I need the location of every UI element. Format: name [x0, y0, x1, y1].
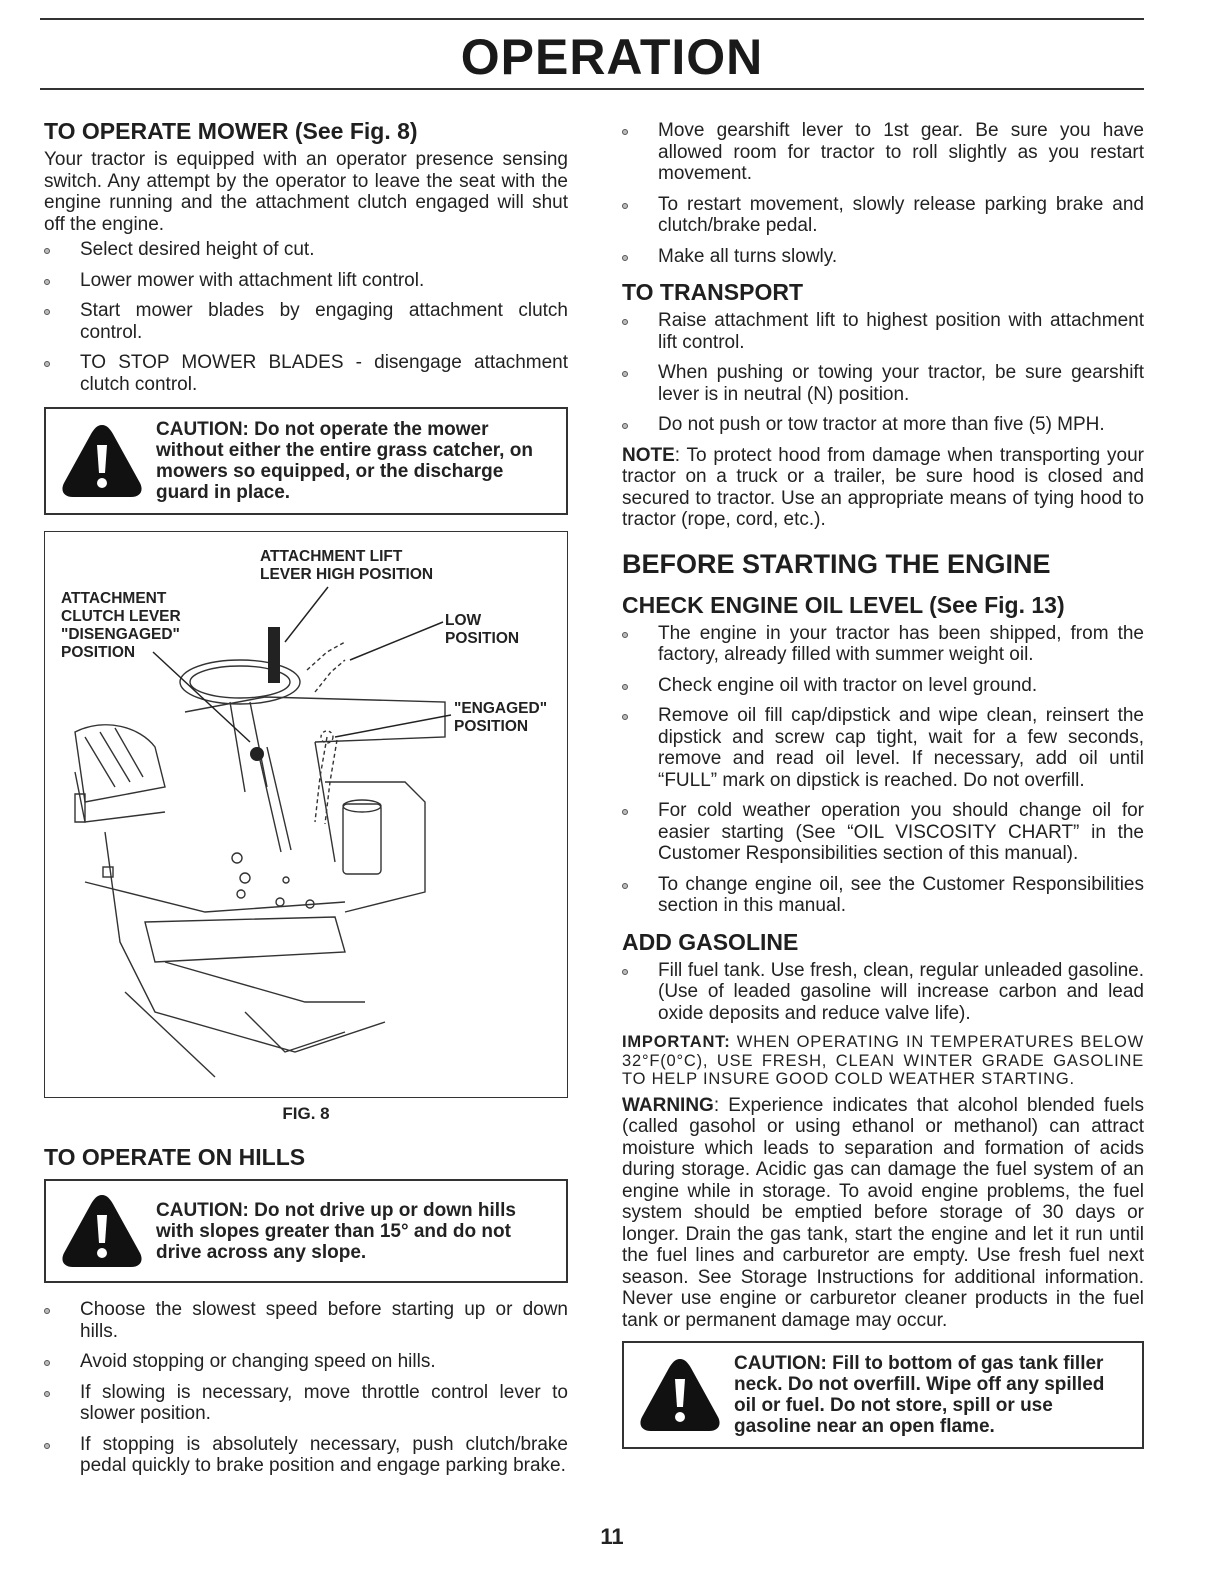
list-item: Select desired height of cut.	[44, 239, 568, 261]
warning-triangle-icon	[60, 421, 144, 501]
list-item: Avoid stopping or changing speed on hills.	[44, 1351, 568, 1373]
important-note: IMPORTANT: WHEN OPERATING IN TEMPERATURES BELOW 32°F(0°C), USE FRESH, CLEAN WINTER GRADE GASOLINE TO HELP INSURE GOOD COLD WEATHER STARTING.	[622, 1033, 1144, 1088]
caution-text: CAUTION: Do not drive up or down hills with slopes greater than 15° and do not drive across any slope.	[156, 1199, 516, 1263]
mower-caution-box	[44, 407, 568, 515]
bullet-icon	[44, 1308, 50, 1314]
list-item: Lower mower with attachment lift control.	[44, 270, 568, 292]
warning-triangle-icon	[638, 1355, 722, 1435]
list-item: Remove oil fill cap/dipstick and wipe clean, reinsert the dipstick and screw cap tight, wait for a few seconds, remove and read oil level. If necessary, add oil until “FULL” mark on dipstick is reached. Do not overfill.	[622, 705, 1144, 791]
list-item: TO STOP MOWER BLADES - disengage attachment clutch control.	[44, 352, 568, 395]
bullet-icon	[44, 361, 50, 367]
list-item: To restart movement, slowly release parking brake and clutch/brake pedal.	[622, 194, 1144, 237]
list-item: Do not push or tow tractor at more than five (5) MPH.	[622, 414, 1144, 436]
caution-text: CAUTION: Do not operate the mower without either the entire grass catcher, on mowers so equipped, or the discharge guard in place.	[156, 419, 533, 503]
label-engaged-position: "ENGAGED" POSITION	[454, 700, 548, 735]
page-number: 11	[600, 1524, 624, 1549]
gas-bullets	[622, 960, 1144, 1025]
caution-text: CAUTION: Fill to bottom of gas tank filler neck. Do not overfill. Wipe off any spilled oil or fuel. Do not store, spill or use gasoline near an open flame.	[734, 1353, 1105, 1437]
check-oil-heading: CHECK ENGINE OIL LEVEL (See Fig. 13)	[622, 591, 1065, 618]
bullet-icon	[622, 714, 628, 720]
oil-bullets	[622, 623, 1144, 917]
bullet-icon	[44, 1360, 50, 1366]
bullet-icon	[44, 1443, 50, 1449]
list-item: For cold weather operation you should change oil for easier starting (See “OIL VISCOSITY CHART” in the Customer Responsibilities section of this manual).	[622, 800, 1144, 865]
bullet-icon	[622, 883, 628, 889]
add-gasoline-heading: ADD GASOLINE	[622, 928, 799, 955]
bullet-icon	[622, 371, 628, 377]
list-item: Check engine oil with tractor on level ground.	[622, 675, 1144, 697]
list-item: Move gearshift lever to 1st gear. Be sure you have allowed room for tractor to roll slightly as you restart movement.	[622, 120, 1144, 185]
transport-bullets	[622, 310, 1144, 436]
list-item: Start mower blades by engaging attachment clutch control.	[44, 300, 568, 343]
mower-intro: Your tractor is equipped with an operator presence sensing switch. Any attempt by the operator to leave the seat with the engine running and the attachment clutch engaged will shut off the engine.	[44, 149, 568, 235]
list-item: If slowing is necessary, move throttle control lever to slower position.	[44, 1382, 568, 1425]
label-lift-high: ATTACHMENT LIFT LEVER HIGH POSITION	[260, 548, 434, 583]
list-item: When pushing or towing your tractor, be sure gearshift lever is in neutral (N) position.	[622, 362, 1144, 405]
hills-bullets	[44, 1299, 568, 1477]
bullet-icon	[622, 203, 628, 209]
page-title: OPERATION	[460, 29, 764, 85]
hills-heading: TO OPERATE ON HILLS	[44, 1144, 306, 1170]
transport-heading: TO TRANSPORT	[622, 279, 804, 305]
left-column	[44, 118, 568, 1486]
figure-8	[44, 531, 568, 1098]
mower-bullets	[44, 239, 568, 395]
gas-caution-box	[622, 1341, 1144, 1449]
bullet-icon	[622, 255, 628, 261]
list-item: Make all turns slowly.	[622, 246, 1144, 268]
list-item: Raise attachment lift to highest position with attachment lift control.	[622, 310, 1144, 353]
bullet-icon	[622, 423, 628, 429]
bullet-icon	[622, 129, 628, 135]
bullet-icon	[622, 684, 628, 690]
list-item: If stopping is absolutely necessary, push clutch/brake pedal quickly to brake position and engage parking brake.	[44, 1434, 568, 1477]
mower-heading: TO OPERATE MOWER (See Fig. 8)	[44, 118, 418, 144]
warning-paragraph: WARNING: Experience indicates that alcohol blended fuels (called gasohol or using ethanol or methanol) can attract moisture which leads to separation and formation of acids during storage. Acidic gas can damage the fuel system of an engine while in storage. To avoid engine problems, the fuel system should be emptied before storage of 30 days or longer. Drain the gas tank, start the engine and let it run until the fuel lines and carburetor are empty. Use fresh fuel next season. See Storage Instructions for additional information. Never use engine or carburetor cleaner products in the fuel tank or permanent damage may occur.	[622, 1094, 1144, 1331]
bullet-icon	[622, 969, 628, 975]
gear-bullets	[622, 120, 1144, 267]
bullet-icon	[622, 632, 628, 638]
bullet-icon	[622, 319, 628, 325]
transport-note: NOTE: To protect hood from damage when transporting your tractor on a truck or a trailer, be sure hood is closed and secured to tractor. Use an appropriate means of tying hood to tractor (rope, cord, etc.).	[622, 444, 1144, 530]
warning-triangle-icon	[60, 1191, 144, 1271]
bullet-icon	[44, 1391, 50, 1397]
list-item: Fill fuel tank. Use fresh, clean, regular unleaded gasoline. (Use of leaded gasoline will increase carbon and lead oxide deposits and reduce valve life).	[622, 960, 1144, 1025]
label-low-position: LOW POSITION	[445, 612, 520, 647]
bullet-icon	[44, 279, 50, 285]
bullet-icon	[44, 309, 50, 315]
list-item: To change engine oil, see the Customer Responsibilities section in this manual.	[622, 874, 1144, 917]
label-clutch-disengaged: ATTACHMENT CLUTCH LEVER "DISENGAGED" POSITION	[61, 590, 181, 661]
bullet-icon	[622, 809, 628, 815]
hills-caution-box	[44, 1179, 568, 1283]
list-item: Choose the slowest speed before starting up or down hills.	[44, 1299, 568, 1342]
top-rule	[40, 18, 1144, 20]
right-column	[622, 118, 1144, 1465]
bullet-icon	[44, 248, 50, 254]
figure-caption: FIG. 8	[282, 1104, 330, 1123]
list-item: The engine in your tractor has been shipped, from the factory, already filled with summer weight oil.	[622, 623, 1144, 666]
before-starting-heading: BEFORE STARTING THE ENGINE	[622, 548, 1051, 579]
title-underline	[40, 88, 1144, 90]
